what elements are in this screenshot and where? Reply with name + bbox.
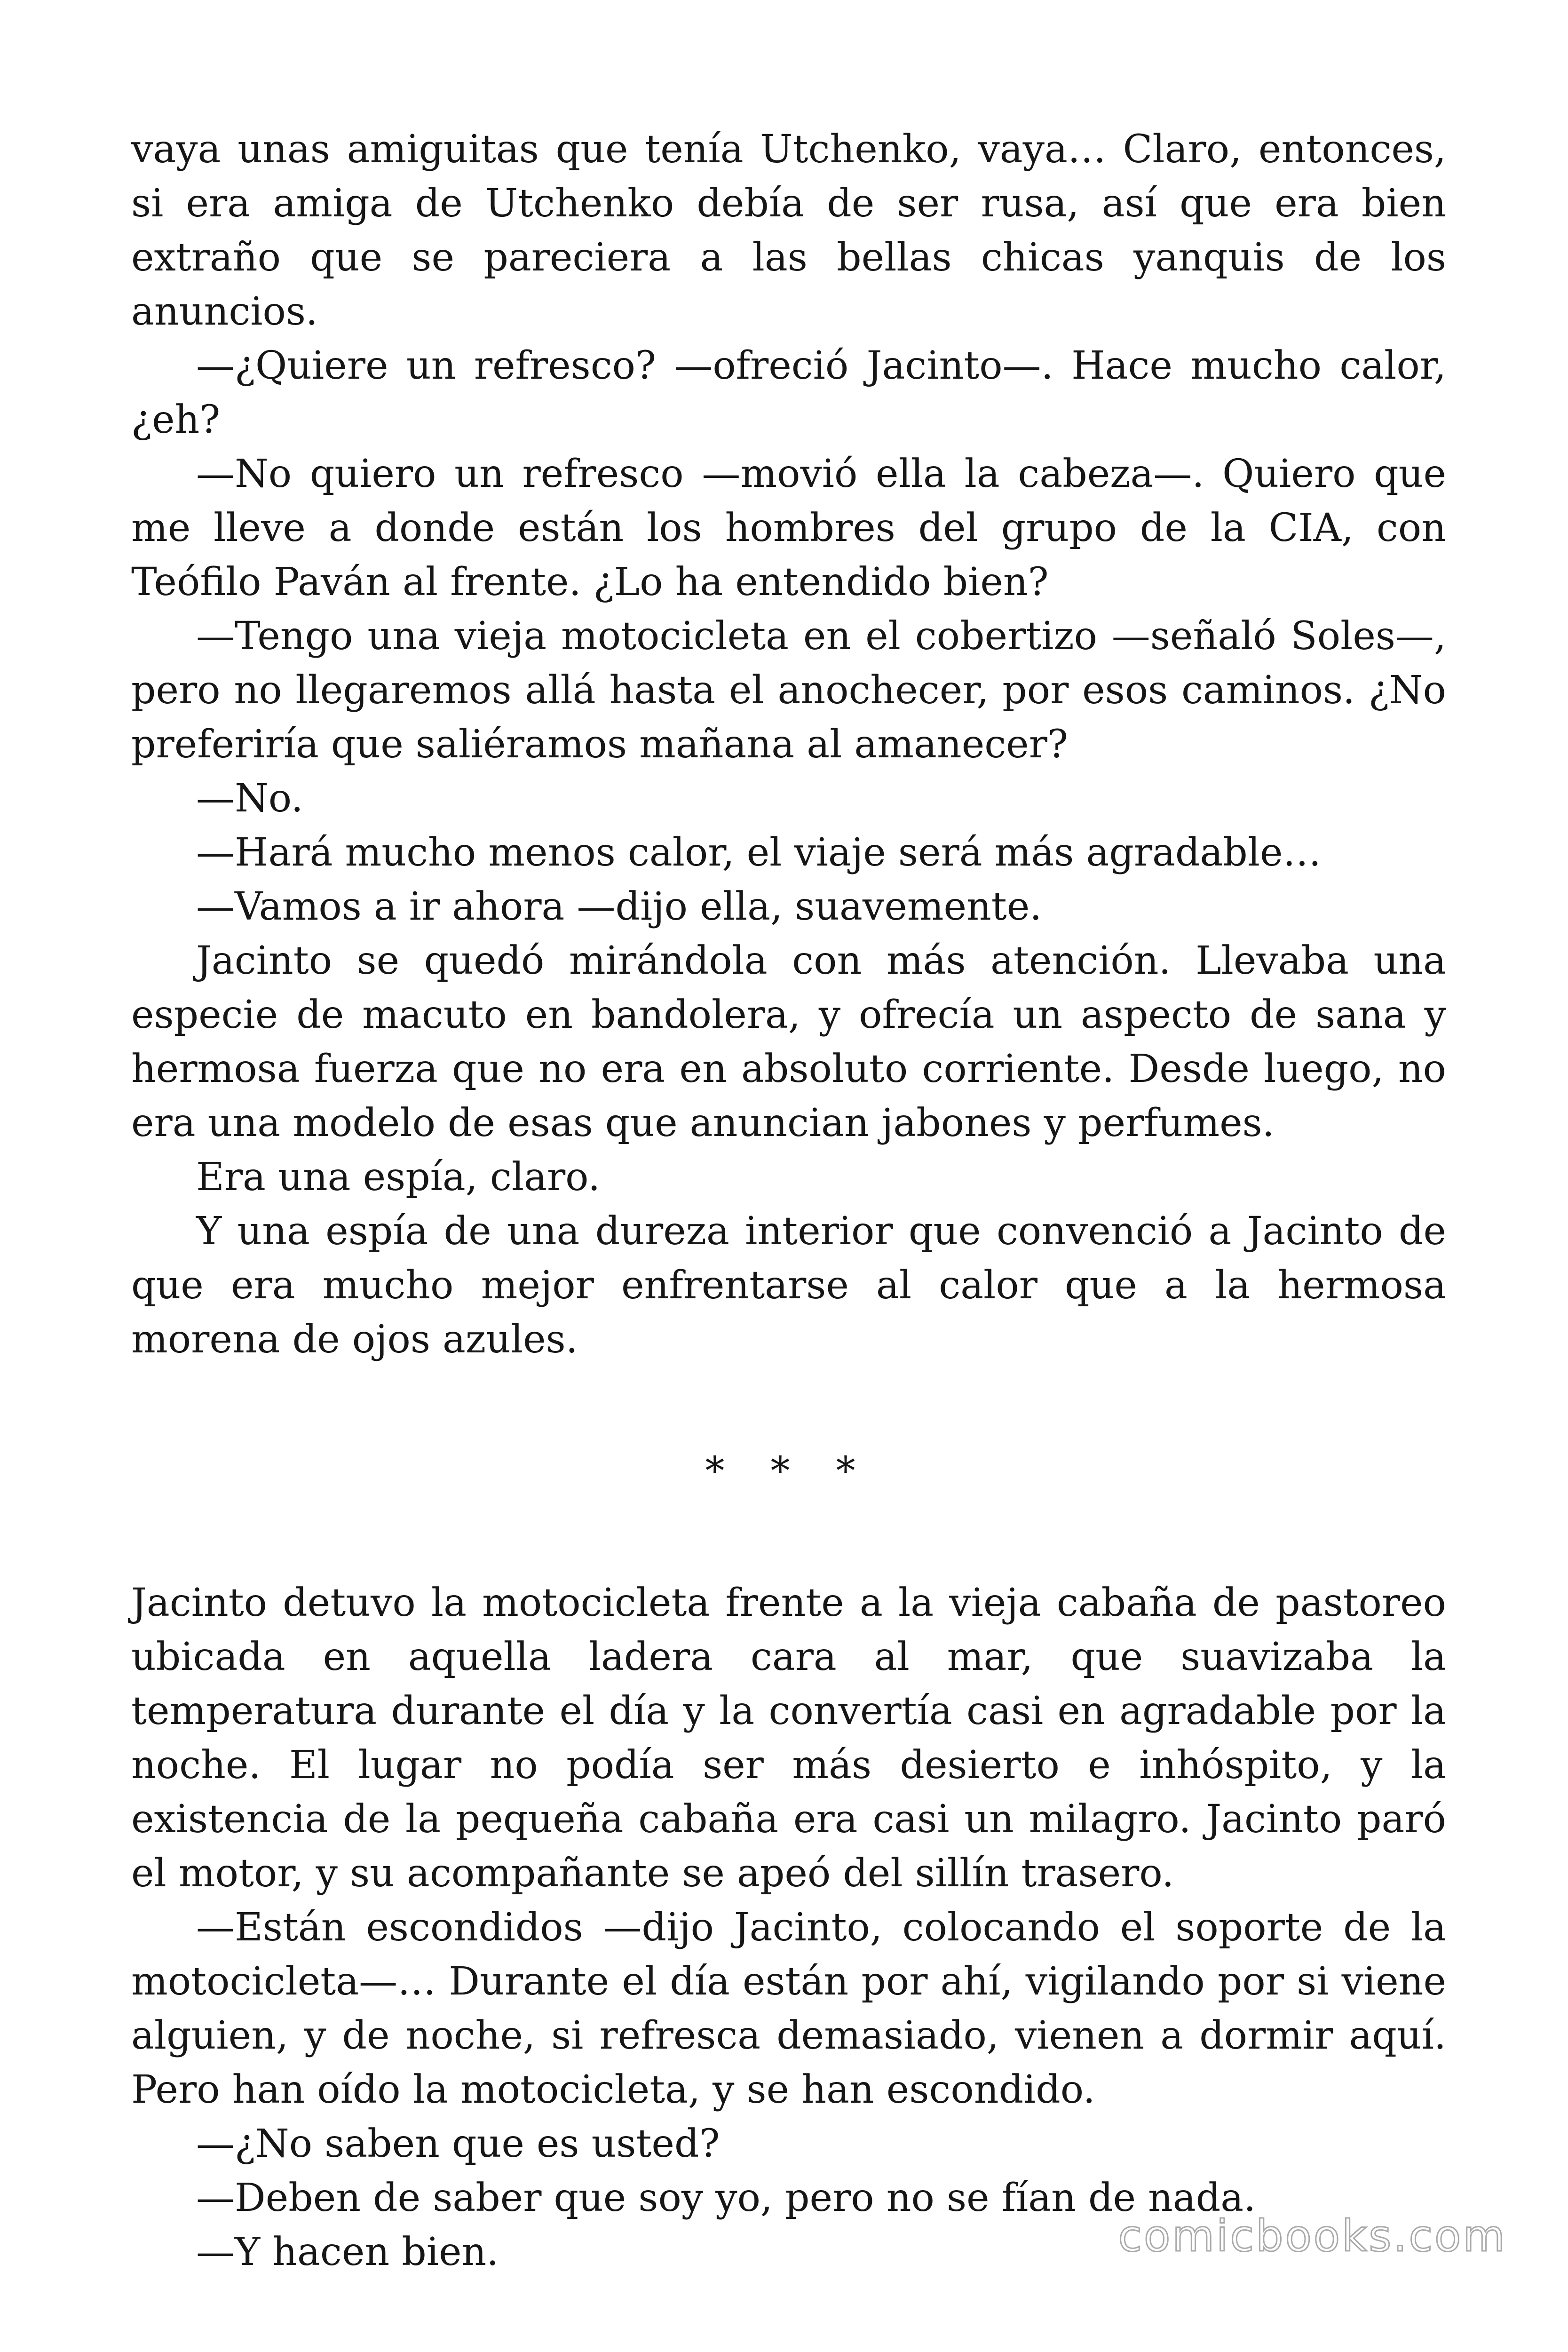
paragraph: Jacinto detuvo la motocicleta frente a la vieja cabaña de pastoreo ubicada en aquella ladera cara al mar, que suavizaba la temperatura durante el día y la convertía casi en agradable por la noche. El lugar no podía ser más desierto e inhóspito, y la existencia de la pequeña cabaña era casi un milagro. Jacinto paró el motor, y su acompañante se apeó del sillín trasero.	[131, 1581, 1446, 1896]
paragraph: —Vamos a ir ahora —dijo ella, suavemente.	[196, 884, 1042, 929]
paragraph: vaya unas amiguitas que tenía Utchenko, vaya… Claro, entonces, si era amiga de Utchenko debía de ser rusa, así que era bien extraño que se pareciera a las bellas chicas yanquis de los anuncios.	[131, 127, 1446, 334]
paragraph: —No.	[196, 776, 303, 821]
watermark: comicbooks.com	[1118, 2211, 1507, 2261]
paragraph: Era una espía, claro.	[196, 1155, 601, 1200]
paragraph: —Deben de saber que soy yo, pero no se fían de nada.	[196, 2176, 1256, 2220]
paragraph: Jacinto se quedó mirándola con más atención. Llevaba una especie de macuto en bandolera, y ofrecía un aspecto de sana y hermosa fuerza que no era en absoluto corriente. Desde luego, no era una modelo de esas que anuncian jabones y perfumes.	[131, 938, 1446, 1145]
paragraph: —Están escondidos —dijo Jacinto, colocando el soporte de la motocicleta—… Durante el día están por ahí, vigilando por si viene alguien, y de noche, si refresca demasiado, vienen a dormir aquí. Pero han oído la motocicleta, y se han escondido.	[131, 1905, 1446, 2112]
paragraph: —Y hacen bien.	[196, 2230, 499, 2274]
paragraph: —Tengo una vieja motocicleta en el cobertizo —señaló Soles—, pero no llegaremos allá hasta el anochecer, por esos caminos. ¿No preferiría que saliéramos mañana al amanecer?	[131, 614, 1446, 767]
paragraph: —Hará mucho menos calor, el viaje será más agradable…	[196, 830, 1322, 875]
paragraph: —No quiero un refresco —movió ella la cabeza—. Quiero que me lleve a donde están los hombres del grupo de la CIA, con Teófilo Paván al frente. ¿Lo ha entendido bien?	[131, 452, 1446, 604]
section-separator: * * *	[705, 1449, 872, 1494]
paragraph: —¿No saben que es usted?	[196, 2122, 720, 2166]
page-body	[131, 122, 1446, 2279]
paragraph: Y una espía de una dureza interior que convenció a Jacinto de que era mucho mejor enfrentarse al calor que a la hermosa morena de ojos azules.	[131, 1209, 1446, 1362]
paragraph: —¿Quiere un refresco? —ofreció Jacinto—. Hace mucho calor, ¿eh?	[131, 343, 1446, 442]
